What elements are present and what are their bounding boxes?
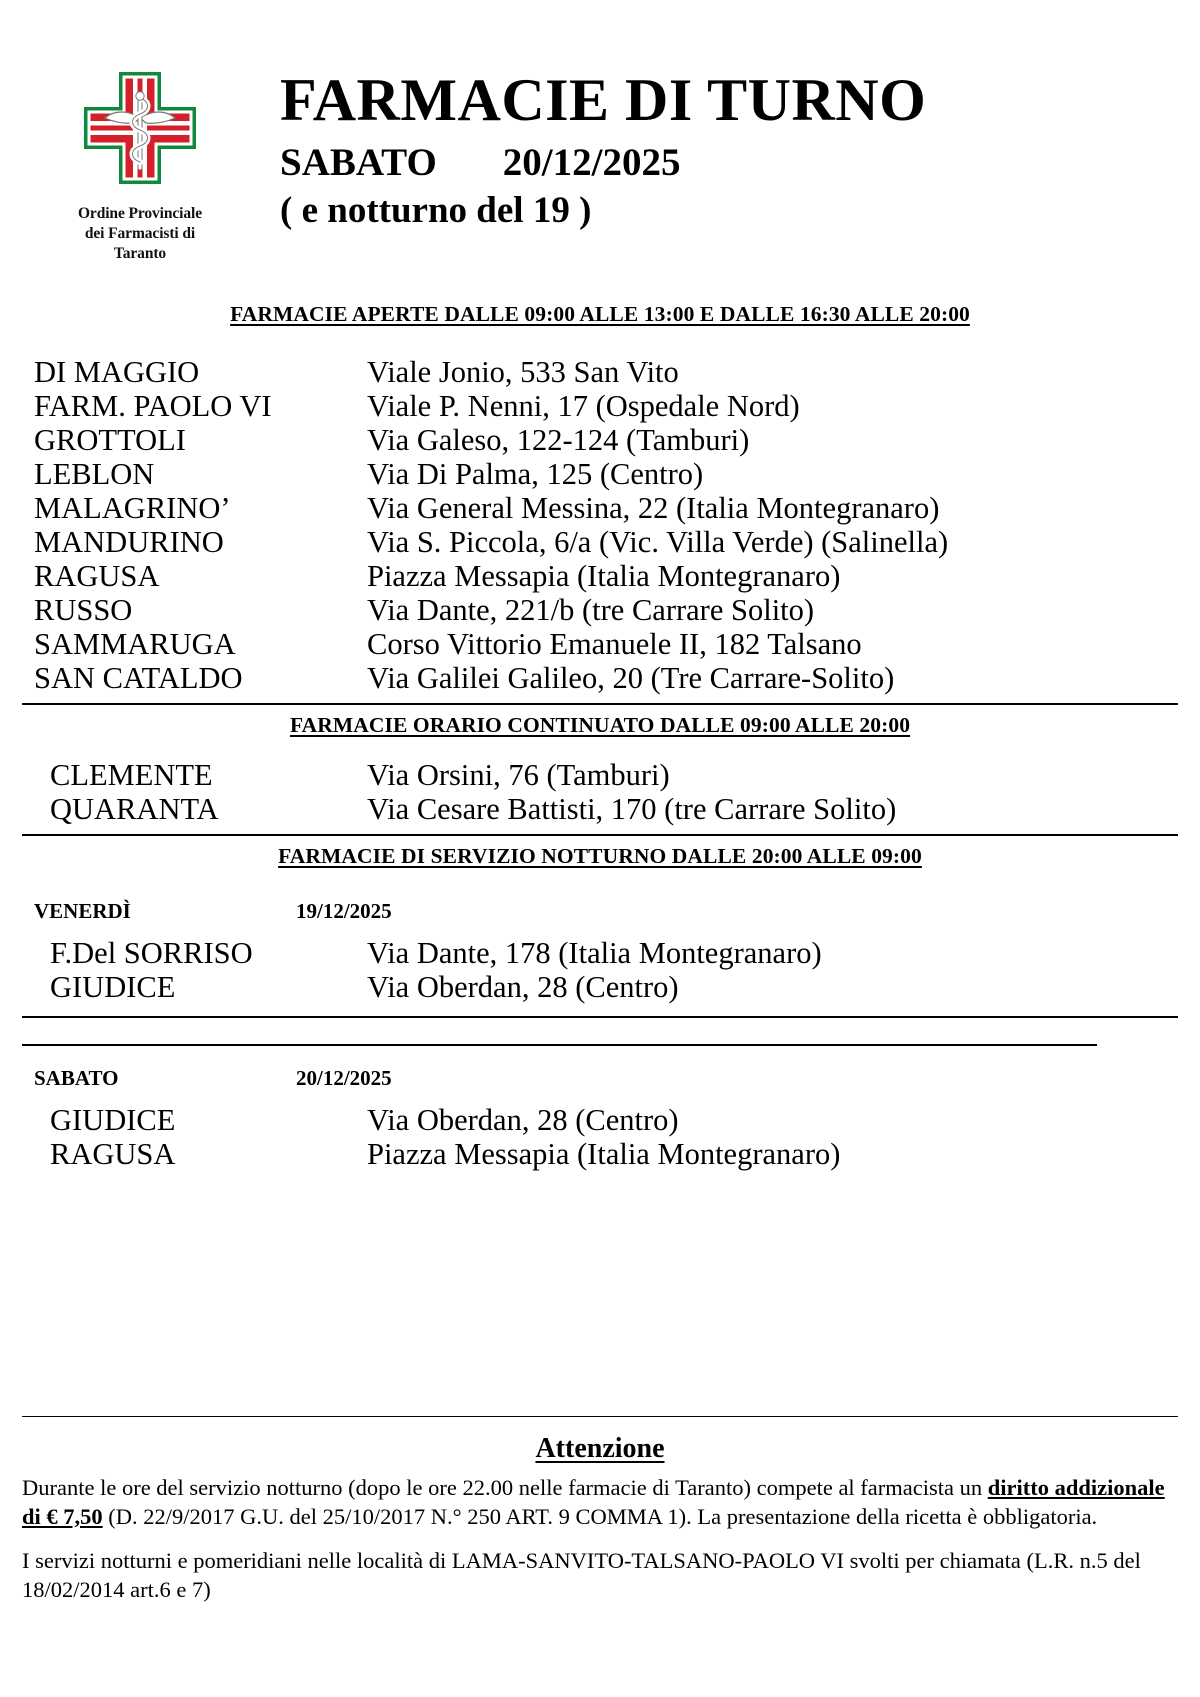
footer-note-1-part-2: (D. 22/9/2017 G.U. del 25/10/2017 N.° 250 ART. 9 COMMA 1). La presentazione della ricetta è obbligatoria. xyxy=(102,1503,1098,1529)
pharmacy-name: QUARANTA xyxy=(50,792,219,826)
pharmacy-name: RUSSO xyxy=(34,593,133,627)
night-day-date: 19/12/2025 xyxy=(296,899,392,923)
section-band-open-hours-label: FARMACIE APERTE DALLE 09:00 ALLE 13:00 E DALLE 16:30 ALLE 20:00 xyxy=(230,302,970,326)
pharmacy-name: FARM. PAOLO VI xyxy=(34,389,272,423)
pharmacy-name: LEBLON xyxy=(34,457,155,491)
page-title: FARMACIE DI TURNO xyxy=(280,67,927,133)
pharmacy-address: Via Dante, 221/b (tre Carrare Solito) xyxy=(367,593,815,627)
organization-caption-line-1: Ordine Provinciale xyxy=(77,205,203,222)
organization-caption-line-2: dei Farmacisti di xyxy=(84,225,196,243)
section-band-night-service xyxy=(22,844,1178,869)
pharmacy-address: Via S. Piccola, 6/a (Vic. Villa Verde) (Salinella) xyxy=(367,525,949,559)
table-row xyxy=(22,559,1178,593)
pharmacy-address: Via Oberdan, 28 (Centro) xyxy=(367,1103,679,1137)
pharmacy-name: GROTTOLI xyxy=(34,423,186,457)
table-row xyxy=(22,792,1178,826)
pharmacy-list-open-hours xyxy=(22,355,1178,695)
footer-title xyxy=(22,1433,1178,1465)
section-band-continuous-hours-label: FARMACIE ORARIO CONTINUATO DALLE 09:00 ALLE 20:00 xyxy=(289,713,911,737)
table-row xyxy=(22,389,1178,423)
pharmacy-address: Viale P. Nenni, 17 (Ospedale Nord) xyxy=(367,389,800,423)
table-row xyxy=(22,627,1178,661)
pharmacy-address: Piazza Messapia (Italia Montegranaro) xyxy=(367,1137,841,1171)
table-row xyxy=(22,355,1178,389)
pharmacy-name: RAGUSA xyxy=(50,1137,176,1171)
footer-note-1-part-1: Durante le ore del servizio notturno (dopo le ore 22.00 nelle farmacie di Taranto) compete al farmacista un xyxy=(22,1475,988,1500)
pharmacy-address: Via Galilei Galileo, 20 (Tre Carrare-Solito) xyxy=(367,661,895,695)
pharmacy-address: Via Orsini, 76 (Tamburi) xyxy=(367,758,670,792)
section-band-continuous-hours xyxy=(22,713,1178,738)
pharmacy-address: Via General Messina, 22 (Italia Montegranaro) xyxy=(367,491,940,525)
night-block-date-venerdi xyxy=(22,899,1178,924)
pharmacy-address: Via Galeso, 122-124 (Tamburi) xyxy=(367,423,750,457)
header-night-note: ( e notturno del 19 ) xyxy=(280,189,592,231)
table-row xyxy=(22,970,1178,1004)
title-block xyxy=(280,67,1190,231)
organization-caption-line-3: Taranto xyxy=(113,245,167,263)
table-row xyxy=(22,593,1178,627)
organization-caption xyxy=(40,204,240,264)
night-block-date-sabato xyxy=(22,1066,1178,1091)
pharmacy-address: Via Oberdan, 28 (Centro) xyxy=(367,970,679,1004)
pharmacy-name: RAGUSA xyxy=(34,559,160,593)
pharmacy-name: MANDURINO xyxy=(34,525,224,559)
pharmacy-name: F.Del SORRISO xyxy=(50,936,253,970)
night-day-date: 20/12/2025 xyxy=(296,1066,392,1090)
pharmacy-address: Piazza Messapia (Italia Montegranaro) xyxy=(367,559,841,593)
header-weekday: SABATO xyxy=(280,141,437,185)
header-date: 20/12/2025 xyxy=(502,141,681,185)
night-day-label: VENERDÌ xyxy=(34,899,131,923)
pharmacy-name: GIUDICE xyxy=(50,970,176,1004)
section-band-night-service-label: FARMACIE DI SERVIZIO NOTTURNO DALLE 20:00 ALLE 09:00 xyxy=(278,844,922,868)
document-footer xyxy=(22,1416,1178,1620)
footer-note-1 xyxy=(22,1474,1178,1531)
pharmacy-name: SAN CATALDO xyxy=(34,661,243,695)
pharmacy-name: CLEMENTE xyxy=(50,758,213,792)
header-date-row xyxy=(280,141,1190,185)
pharmacy-address: Via Di Palma, 125 (Centro) xyxy=(367,457,704,491)
table-row xyxy=(22,525,1178,559)
pharmacy-list-night-venerdi xyxy=(22,936,1178,1004)
pharmacy-list-night-sabato xyxy=(22,1103,1178,1171)
footer-title-label: Attenzione xyxy=(535,1433,665,1464)
footer-note-1-highlight: diritto addizionale di € 7,50 xyxy=(22,1475,1165,1529)
footer-note-2: I servizi notturni e pomeridiani nelle località di LAMA-SANVITO-TALSANO-PAOLO VI svolti per chiamata (L.R. n.5 del 18/02/2014 art.6 e 7) xyxy=(22,1548,1141,1602)
pharmacy-address: Via Cesare Battisti, 170 (tre Carrare Solito) xyxy=(367,792,897,826)
document-header xyxy=(22,0,1178,300)
table-row xyxy=(22,936,1178,970)
table-row xyxy=(22,423,1178,457)
table-row xyxy=(22,1103,1178,1137)
night-day-label: SABATO xyxy=(34,1066,119,1090)
table-row xyxy=(22,1137,1178,1171)
table-row xyxy=(22,491,1178,525)
pharmacy-name: SAMMARUGA xyxy=(34,627,236,661)
pharmacy-name: DI MAGGIO xyxy=(34,355,200,389)
pharmacy-address: Viale Jonio, 533 San Vito xyxy=(367,355,679,389)
table-row xyxy=(22,758,1178,792)
pharmacy-name: MALAGRINO’ xyxy=(34,491,231,525)
table-row xyxy=(22,457,1178,491)
section-band-open-hours xyxy=(22,302,1178,329)
organization-logo-block xyxy=(40,66,240,264)
table-row xyxy=(22,661,1178,695)
pharmacy-name: GIUDICE xyxy=(50,1103,176,1137)
pharmacy-address: Via Dante, 178 (Italia Montegranaro) xyxy=(367,936,822,970)
pharmacy-list-continuous-hours xyxy=(22,758,1178,826)
pharmacy-cross-caduceus-icon xyxy=(78,66,202,190)
pharmacy-address: Corso Vittorio Emanuele II, 182 Talsano xyxy=(367,627,862,661)
